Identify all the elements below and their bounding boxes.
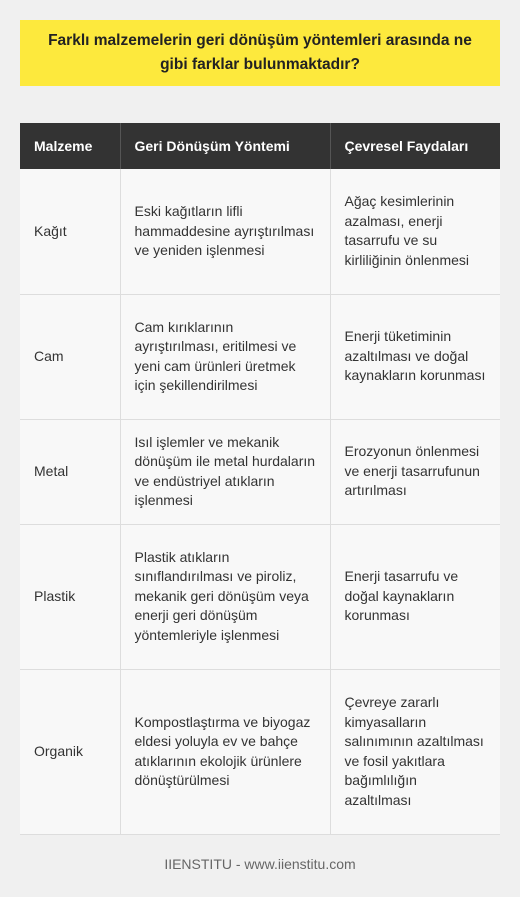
cell-method: Isıl işlemler ve mekanik dönüşüm ile metal hurdaların ve endüstriyel atıkların işlenmesi — [120, 419, 330, 524]
comparison-table — [20, 123, 500, 835]
column-header-method: Geri Dönüşüm Yöntemi — [120, 123, 330, 169]
page-title: Farklı malzemelerin geri dönüşüm yöntemleri arasında ne gibi farklar bulunmaktadır? — [48, 32, 472, 73]
table-header-row — [20, 123, 500, 169]
table-row — [20, 169, 500, 294]
title-banner — [20, 20, 500, 86]
table-row — [20, 294, 500, 419]
column-header-material: Malzeme — [20, 123, 120, 169]
footer-credit: IIENSTITU - www.iienstitu.com — [164, 856, 356, 872]
table-row — [20, 669, 500, 834]
cell-method: Plastik atıkların sınıflandırılması ve piroliz, mekanik geri dönüşüm veya enerji geri dönüşüm yöntemleriyle işlenmesi — [120, 524, 330, 669]
cell-material: Organik — [20, 669, 120, 834]
cell-material: Plastik — [20, 524, 120, 669]
cell-material: Metal — [20, 419, 120, 524]
comparison-table-container — [20, 123, 500, 835]
cell-benefits: Enerji tasarrufu ve doğal kaynakların korunması — [330, 524, 500, 669]
cell-method: Kompostlaştırma ve biyogaz eldesi yoluyla ev ve bahçe atıklarının ekolojik ürünlere dönüştürülmesi — [120, 669, 330, 834]
cell-benefits: Ağaç kesimlerinin azalması, enerji tasarrufu ve su kirliliğinin önlenmesi — [330, 169, 500, 294]
table-row — [20, 524, 500, 669]
cell-benefits: Erozyonun önlenmesi ve enerji tasarrufunun artırılması — [330, 419, 500, 524]
cell-benefits: Çevreye zararlı kimyasalların salınımının azaltılması ve fosil yakıtlara bağımlılığın azaltılması — [330, 669, 500, 834]
column-header-benefits: Çevresel Faydaları — [330, 123, 500, 169]
cell-benefits: Enerji tüketiminin azaltılması ve doğal kaynakların korunması — [330, 294, 500, 419]
cell-material: Cam — [20, 294, 120, 419]
cell-material: Kağıt — [20, 169, 120, 294]
table-row — [20, 419, 500, 524]
cell-method: Eski kağıtların lifli hammaddesine ayrıştırılması ve yeniden işlenmesi — [120, 169, 330, 294]
cell-method: Cam kırıklarının ayrıştırılması, eritilmesi ve yeni cam ürünleri üretmek için şekillendirilmesi — [120, 294, 330, 419]
